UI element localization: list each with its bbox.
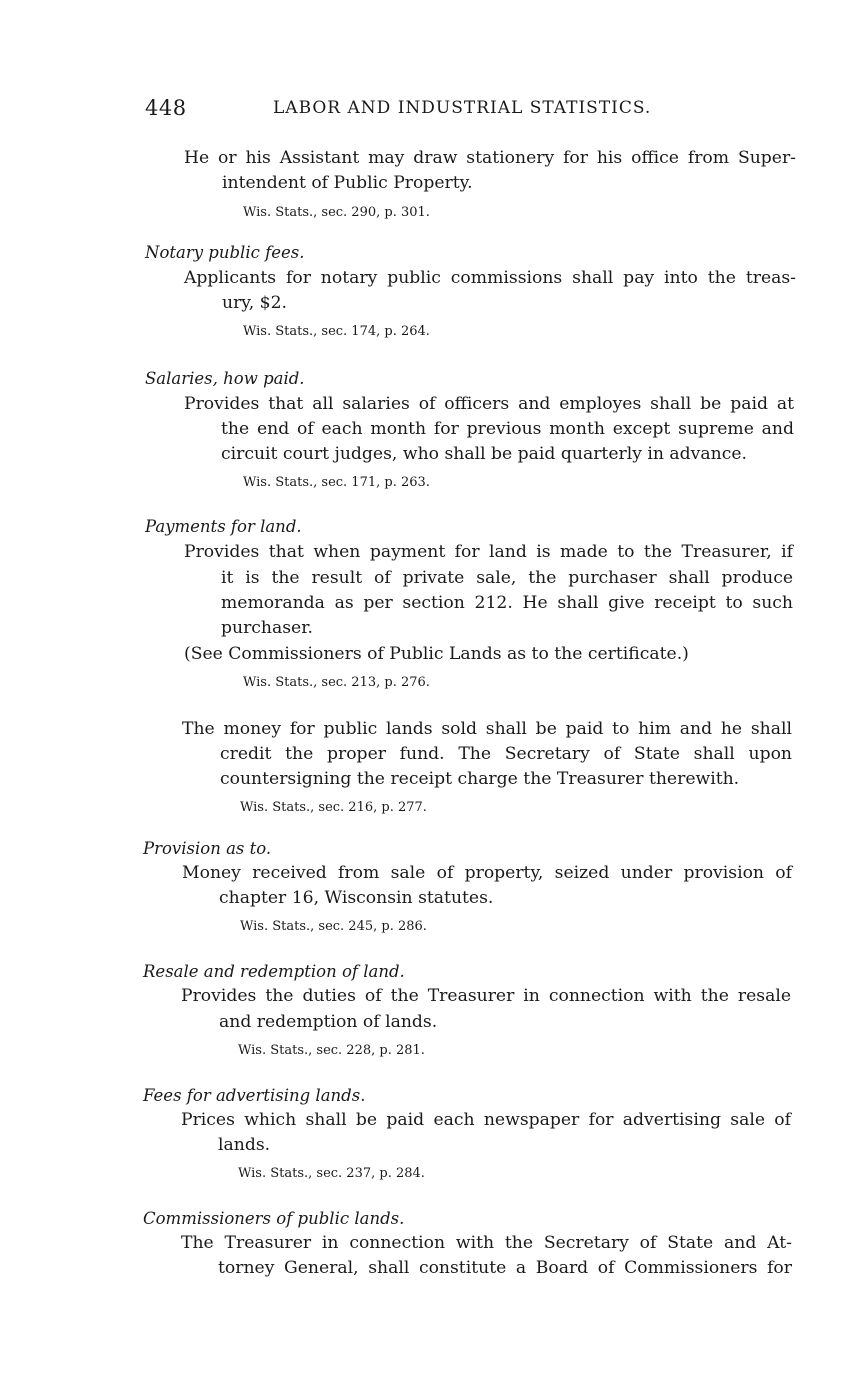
body-line: it is the result of private sale, the purchaser shall produce bbox=[221, 568, 793, 588]
section-heading: Resale and redemption of land. bbox=[143, 962, 405, 981]
statute-citation: Wis. Stats., sec. 213, p. 276. bbox=[243, 675, 430, 690]
body-line: Provides that all salaries of officers and employes shall be paid at bbox=[184, 394, 794, 414]
section-heading: Payments for land. bbox=[145, 517, 302, 536]
section-heading: Fees for advertising lands. bbox=[143, 1086, 366, 1105]
section-heading: Salaries, how paid. bbox=[145, 369, 305, 388]
statute-citation: Wis. Stats., sec. 228, p. 281. bbox=[238, 1043, 425, 1058]
body-line: circuit court judges, who shall be paid quarterly in advance. bbox=[221, 444, 747, 464]
body-line: Money received from sale of property, seized under provision of bbox=[182, 863, 792, 883]
body-line: memoranda as per section 212. He shall give receipt to such bbox=[221, 593, 793, 613]
body-line: Prices which shall be paid each newspaper for advertising sale of bbox=[181, 1110, 791, 1130]
body-line: the end of each month for previous month except supreme and bbox=[221, 419, 794, 439]
statute-citation: Wis. Stats., sec. 290, p. 301. bbox=[243, 205, 430, 220]
body-line: chapter 16, Wisconsin statutes. bbox=[219, 888, 494, 908]
body-line: lands. bbox=[218, 1135, 271, 1155]
section-heading: Commissioners of public lands. bbox=[143, 1209, 405, 1228]
body-line: countersigning the receipt charge the Treasurer therewith. bbox=[220, 769, 740, 789]
body-line: and redemption of lands. bbox=[219, 1012, 438, 1032]
body-line: Provides that when payment for land is made to the Treasurer, if bbox=[184, 542, 793, 562]
body-line: Applicants for notary public commissions shall pay into the treas- bbox=[184, 268, 796, 288]
body-line: (See Commissioners of Public Lands as to the certificate.) bbox=[184, 644, 689, 664]
body-line: purchaser. bbox=[221, 618, 314, 638]
statute-citation: Wis. Stats., sec. 171, p. 263. bbox=[243, 475, 430, 490]
statute-citation: Wis. Stats., sec. 174, p. 264. bbox=[243, 324, 430, 339]
statute-citation: Wis. Stats., sec. 245, p. 286. bbox=[240, 919, 427, 934]
section-heading: Provision as to. bbox=[143, 839, 272, 858]
running-title: LABOR AND INDUSTRIAL STATISTICS. bbox=[273, 98, 652, 118]
body-line: He or his Assistant may draw stationery for his office from Super- bbox=[184, 148, 796, 168]
page-number: 448 bbox=[145, 96, 187, 120]
body-line: The Treasurer in connection with the Secretary of State and At- bbox=[181, 1233, 792, 1253]
body-line: ury, $2. bbox=[222, 293, 287, 313]
body-line: credit the proper fund. The Secretary of State shall upon bbox=[220, 744, 792, 764]
body-line: intendent of Public Property. bbox=[222, 173, 473, 193]
section-heading: Notary public fees. bbox=[145, 243, 305, 262]
body-line: torney General, shall constitute a Board of Commissioners for bbox=[218, 1258, 792, 1278]
statute-citation: Wis. Stats., sec. 216, p. 277. bbox=[240, 800, 427, 815]
statute-citation: Wis. Stats., sec. 237, p. 284. bbox=[238, 1166, 425, 1181]
body-line: The money for public lands sold shall be paid to him and he shall bbox=[182, 719, 792, 739]
body-line: Provides the duties of the Treasurer in connection with the resale bbox=[181, 986, 791, 1006]
